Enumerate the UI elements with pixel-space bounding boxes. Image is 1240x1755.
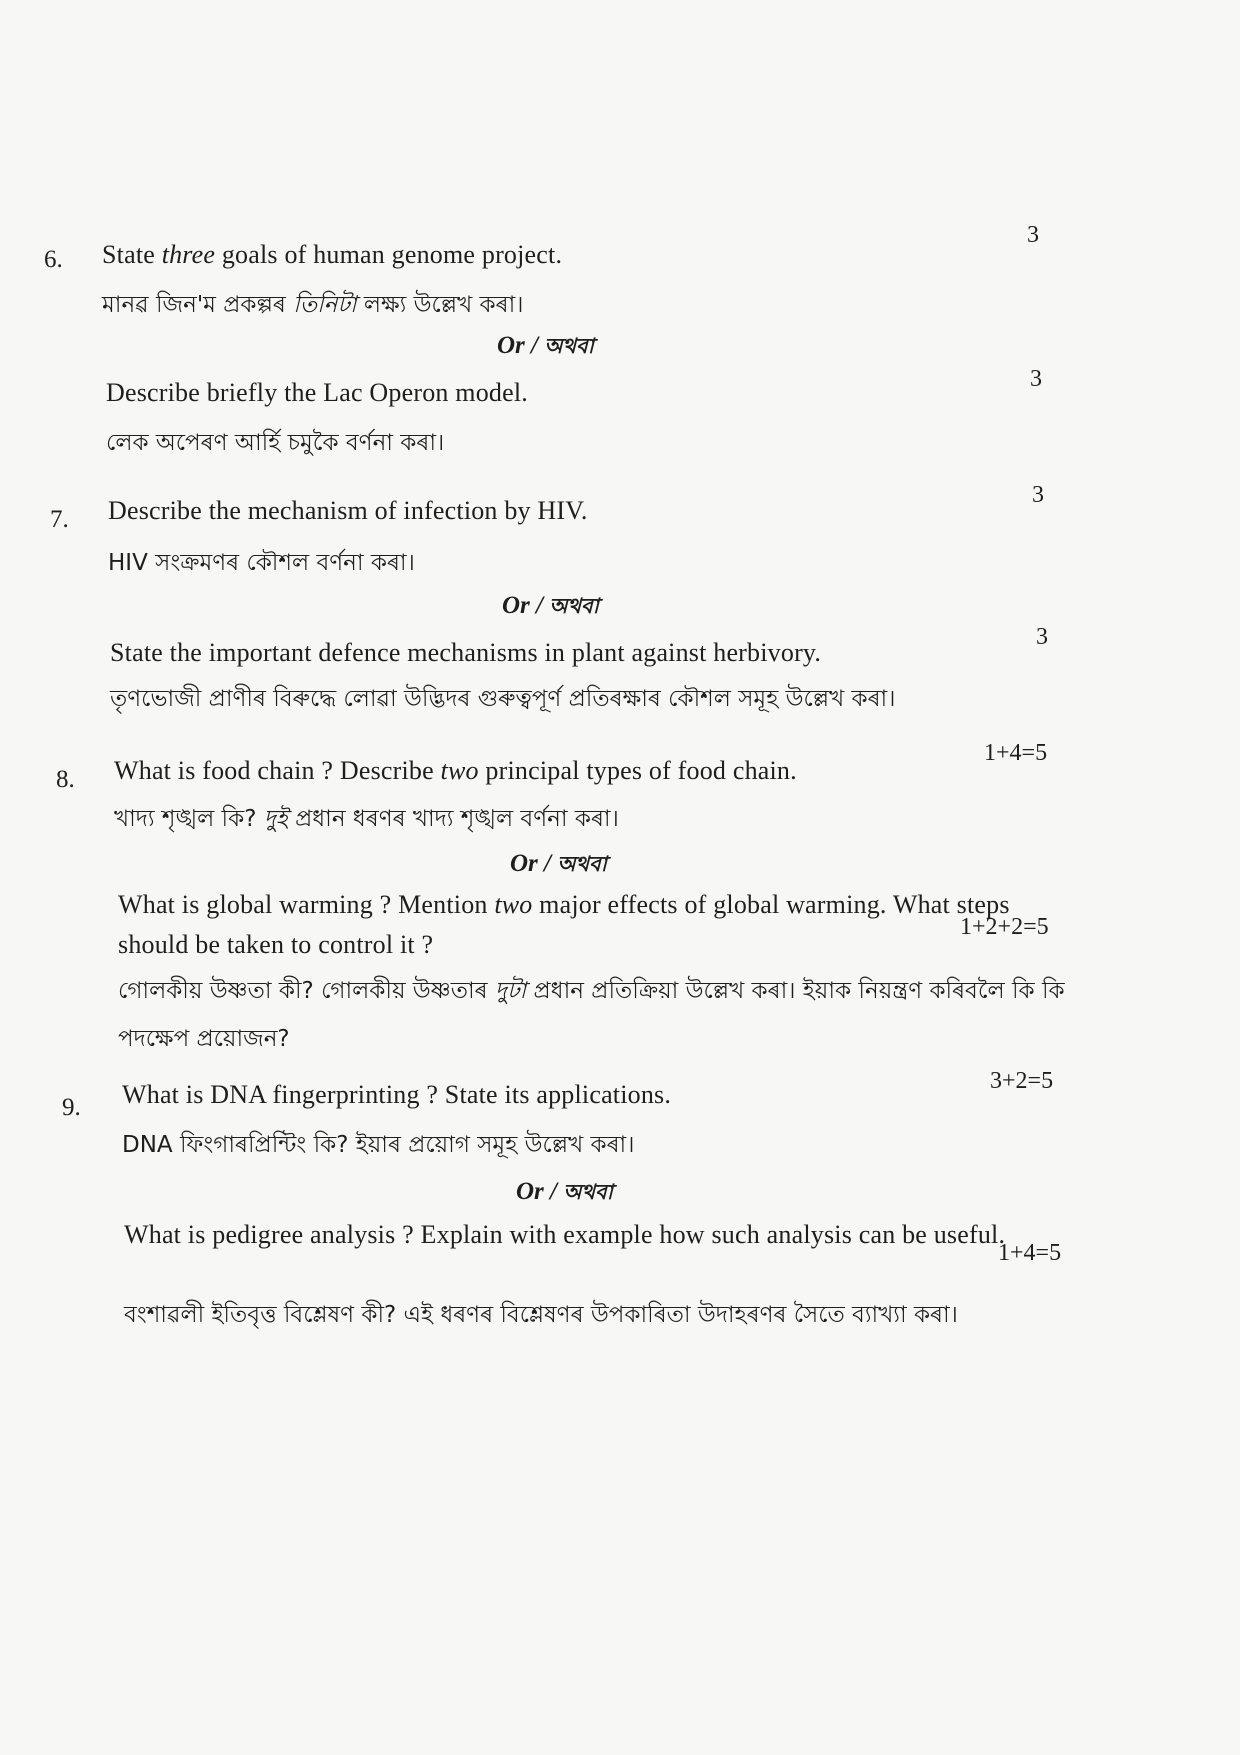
alt-question-text-en: What is pedigree analysis ? Explain with example how such analysis can be useful. (124, 1220, 1006, 1249)
alt-marks: 3 (1036, 624, 1048, 650)
question-text-bn: HIV সংক্ৰমণৰ কৌশল বৰ্ণনা কৰা। (108, 550, 415, 576)
question-text-en: State three goals of human genome project. (102, 240, 563, 269)
alt-question-text-en: State the important defence mechanisms in plant against herbivory. (110, 638, 822, 667)
question-text-en: What is food chain ? Describe two principal types of food chain. (114, 756, 797, 785)
alt-question-text-en: What is global warming ? Mention two major effects of global warming. What steps (118, 890, 1010, 919)
question-number: 6. (44, 246, 63, 273)
marks: 3 (1032, 482, 1044, 508)
or-separator: Or / অথবা (510, 850, 607, 877)
question-text-bn: DNA ফিংগাৰপ্ৰিন্টিং কি? ইয়াৰ প্ৰয়োগ সমূহ উল্লেখ কৰা। (122, 1132, 635, 1158)
or-separator: Or / অথবা (516, 1178, 613, 1205)
or-separator: Or / অথবা (502, 592, 599, 619)
alt-marks: 3 (1030, 366, 1042, 392)
alt-question-text-bn: তৃণভোজী প্ৰাণীৰ বিৰুদ্ধে লোৱা উদ্ভিদৰ গুৰুত্বপূৰ্ণ প্ৰতিৰক্ষাৰ কৌশল সমূহ উল্লেখ কৰা। (110, 686, 896, 712)
alt-question-text-en: Describe briefly the Lac Operon model. (106, 378, 528, 407)
or-separator: Or / অথবা (497, 332, 594, 359)
alt-question-text-bn: গোলকীয় উষ্ণতা কী? গোলকীয় উষ্ণতাৰ দুটা প্ৰধান প্ৰতিক্ৰিয়া উল্লেখ কৰা। ইয়াক নিয়ন্ত্ৰণ কৰিবলৈ কি কি (118, 978, 1065, 1004)
marks: 1+4=5 (984, 740, 1048, 766)
question-text-bn: মানৱ জিন'ম প্ৰকল্পৰ তিনিটা লক্ষ্য উল্লেখ কৰা। (102, 292, 524, 318)
alt-marks: 1+4=5 (998, 1240, 1062, 1266)
alt-question-text-bn: লেক অপেৰণ আৰ্হি চমুকৈ বৰ্ণনা কৰা। (106, 430, 445, 456)
marks: 3 (1027, 222, 1039, 248)
alt-marks: 1+2+2=5 (960, 914, 1049, 940)
question-text-en: Describe the mechanism of infection by HIV. (108, 496, 588, 525)
marks: 3+2=5 (990, 1068, 1054, 1094)
question-text-bn: খাদ্য শৃঙ্খল কি? দুই প্ৰধান ধৰণৰ খাদ্য শৃঙ্খল বৰ্ণনা কৰা। (114, 806, 619, 832)
question-number: 8. (56, 766, 75, 793)
question-number: 9. (62, 1094, 81, 1121)
question-number: 7. (50, 506, 69, 533)
alt-question-text-bn: বংশাৱলী ইতিবৃত্ত বিশ্লেষণ কী? এই ধৰণৰ বিশ্লেষণৰ উপকাৰিতা উদাহৰণৰ সৈতে ব্যাখ্যা কৰা। (124, 1302, 958, 1328)
alt-question-text-bn-line2: পদক্ষেপ প্ৰয়োজন? (118, 1026, 290, 1052)
question-text-en: What is DNA fingerprinting ? State its applications. (122, 1080, 672, 1109)
alt-question-text-en-line2: should be taken to control it ? (118, 930, 434, 959)
